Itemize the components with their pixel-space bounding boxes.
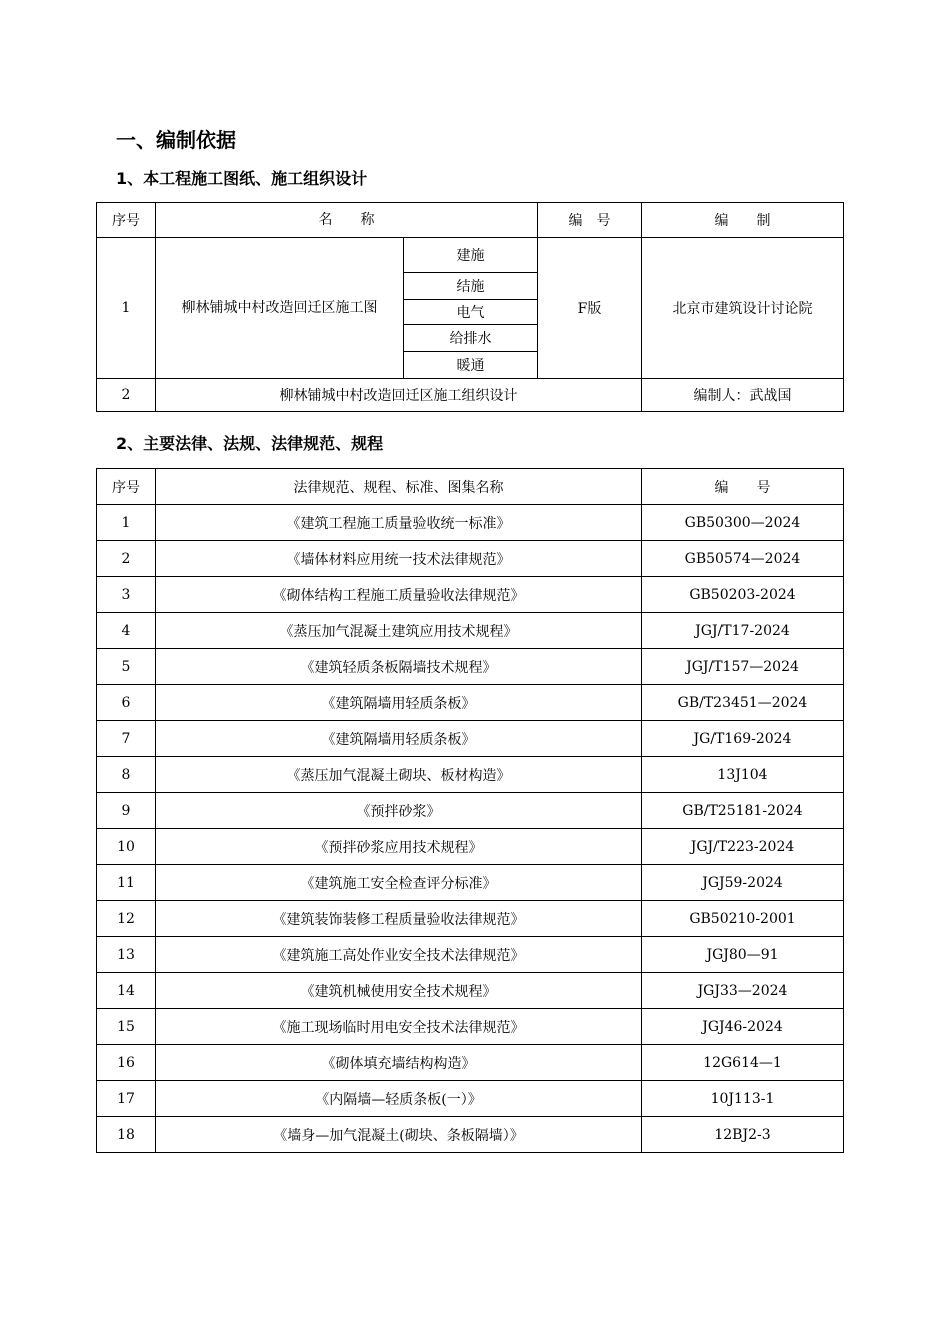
discipline-cell: 建施 bbox=[404, 238, 538, 273]
cell-name: 《内隔墙—轻质条板(一）》 bbox=[156, 1081, 642, 1117]
cell-seq: 13 bbox=[97, 937, 156, 973]
table-row bbox=[97, 505, 844, 541]
cell-number: JGJ59-2024 bbox=[642, 865, 844, 901]
table-row bbox=[97, 1081, 844, 1117]
cell-seq: 2 bbox=[97, 541, 156, 577]
regulations-table bbox=[96, 468, 844, 1153]
row2-seq: 2 bbox=[97, 379, 156, 412]
cell-number: JGJ/T223-2024 bbox=[642, 829, 844, 865]
cell-number: 13J104 bbox=[642, 757, 844, 793]
cell-name: 《建筑装饰装修工程质量验收法律规范》 bbox=[156, 901, 642, 937]
discipline-cell: 电气 bbox=[404, 300, 538, 325]
cell-seq: 11 bbox=[97, 865, 156, 901]
discipline-cell: 暖通 bbox=[404, 352, 538, 379]
table-row bbox=[97, 901, 844, 937]
cell-name: 《墙身—加气混凝土(砌块、条板隔墙）》 bbox=[156, 1117, 642, 1153]
cell-name: 《预拌砂浆应用技术规程》 bbox=[156, 829, 642, 865]
row1-compiler: 北京市建筑设计讨论院 bbox=[642, 238, 844, 379]
cell-number: JGJ/T17-2024 bbox=[642, 613, 844, 649]
cell-number: GB50203-2024 bbox=[642, 577, 844, 613]
cell-number: JGJ/T157—2024 bbox=[642, 649, 844, 685]
cell-name: 《建筑隔墙用轻质条板》 bbox=[156, 721, 642, 757]
cell-seq: 9 bbox=[97, 793, 156, 829]
header-seq: 序号 bbox=[97, 203, 156, 238]
table-row bbox=[97, 1117, 844, 1153]
table-row bbox=[97, 541, 844, 577]
cell-seq: 4 bbox=[97, 613, 156, 649]
cell-number: GB50574—2024 bbox=[642, 541, 844, 577]
cell-name: 《建筑机械使用安全技术规程》 bbox=[156, 973, 642, 1009]
cell-name: 《建筑施工高处作业安全技术法律规范》 bbox=[156, 937, 642, 973]
cell-number: GB/T23451—2024 bbox=[642, 685, 844, 721]
section-title: 一、编制依据 bbox=[116, 128, 236, 152]
table-row bbox=[97, 757, 844, 793]
cell-number: GB/T25181-2024 bbox=[642, 793, 844, 829]
cell-seq: 8 bbox=[97, 757, 156, 793]
table-row bbox=[97, 793, 844, 829]
cell-name: 《墙体材料应用统一技术法律规范》 bbox=[156, 541, 642, 577]
subsection-title-regulations: 2、主要法律、法规、法律规范、规程 bbox=[116, 434, 384, 453]
cell-name: 《预拌砂浆》 bbox=[156, 793, 642, 829]
cell-seq: 10 bbox=[97, 829, 156, 865]
table-header-row bbox=[97, 203, 844, 238]
cell-name: 《建筑工程施工质量验收统一标准》 bbox=[156, 505, 642, 541]
cell-number: GB50210-2001 bbox=[642, 901, 844, 937]
cell-seq: 12 bbox=[97, 901, 156, 937]
table-row bbox=[97, 829, 844, 865]
cell-name: 《蒸压加气混凝土砌块、板材构造》 bbox=[156, 757, 642, 793]
row1-seq: 1 bbox=[97, 238, 156, 379]
table-row bbox=[97, 937, 844, 973]
cell-seq: 3 bbox=[97, 577, 156, 613]
header-seq: 序号 bbox=[97, 469, 156, 505]
cell-seq: 1 bbox=[97, 505, 156, 541]
cell-seq: 7 bbox=[97, 721, 156, 757]
table-header-row bbox=[97, 469, 844, 505]
table-row bbox=[97, 973, 844, 1009]
row2-name: 柳林铺城中村改造回迁区施工组织设计 bbox=[156, 379, 642, 412]
row2-compiler: 编制人：武战国 bbox=[642, 379, 844, 412]
header-number: 编 号 bbox=[642, 469, 844, 505]
cell-name: 《建筑隔墙用轻质条板》 bbox=[156, 685, 642, 721]
cell-seq: 15 bbox=[97, 1009, 156, 1045]
cell-seq: 16 bbox=[97, 1045, 156, 1081]
cell-seq: 18 bbox=[97, 1117, 156, 1153]
header-name: 法律规范、规程、标准、图集名称 bbox=[156, 469, 642, 505]
discipline-cell: 结施 bbox=[404, 273, 538, 300]
table-row bbox=[97, 1045, 844, 1081]
cell-number: GB50300—2024 bbox=[642, 505, 844, 541]
drawings-table bbox=[96, 202, 844, 412]
cell-number: JGJ80—91 bbox=[642, 937, 844, 973]
table-row bbox=[97, 613, 844, 649]
table-row bbox=[97, 238, 844, 273]
cell-number: 10J113-1 bbox=[642, 1081, 844, 1117]
cell-number: 12BJ2-3 bbox=[642, 1117, 844, 1153]
table-row bbox=[97, 721, 844, 757]
cell-seq: 6 bbox=[97, 685, 156, 721]
cell-name: 《施工现场临时用电安全技术法律规范》 bbox=[156, 1009, 642, 1045]
cell-number: JGJ33—2024 bbox=[642, 973, 844, 1009]
cell-name: 《蒸压加气混凝土建筑应用技术规程》 bbox=[156, 613, 642, 649]
table-row bbox=[97, 649, 844, 685]
discipline-cell: 给排水 bbox=[404, 325, 538, 352]
cell-name: 《砌体结构工程施工质量验收法律规范》 bbox=[156, 577, 642, 613]
cell-name: 《建筑施工安全检查评分标准》 bbox=[156, 865, 642, 901]
header-number: 编 号 bbox=[538, 203, 642, 238]
header-name: 名 称 bbox=[156, 203, 538, 238]
row1-name: 柳林铺城中村改造回迁区施工图 bbox=[156, 238, 404, 379]
cell-number: JG/T169-2024 bbox=[642, 721, 844, 757]
cell-number: 12G614—1 bbox=[642, 1045, 844, 1081]
table-row bbox=[97, 379, 844, 412]
cell-seq: 5 bbox=[97, 649, 156, 685]
table-row bbox=[97, 577, 844, 613]
row1-number: F版 bbox=[538, 238, 642, 379]
table-row bbox=[97, 1009, 844, 1045]
table-row bbox=[97, 865, 844, 901]
subsection-title-drawings: 1、本工程施工图纸、施工组织设计 bbox=[116, 169, 368, 188]
cell-seq: 17 bbox=[97, 1081, 156, 1117]
cell-name: 《砌体填充墙结构构造》 bbox=[156, 1045, 642, 1081]
cell-seq: 14 bbox=[97, 973, 156, 1009]
header-compiler: 编 制 bbox=[642, 203, 844, 238]
table-row bbox=[97, 685, 844, 721]
cell-name: 《建筑轻质条板隔墙技术规程》 bbox=[156, 649, 642, 685]
cell-number: JGJ46-2024 bbox=[642, 1009, 844, 1045]
